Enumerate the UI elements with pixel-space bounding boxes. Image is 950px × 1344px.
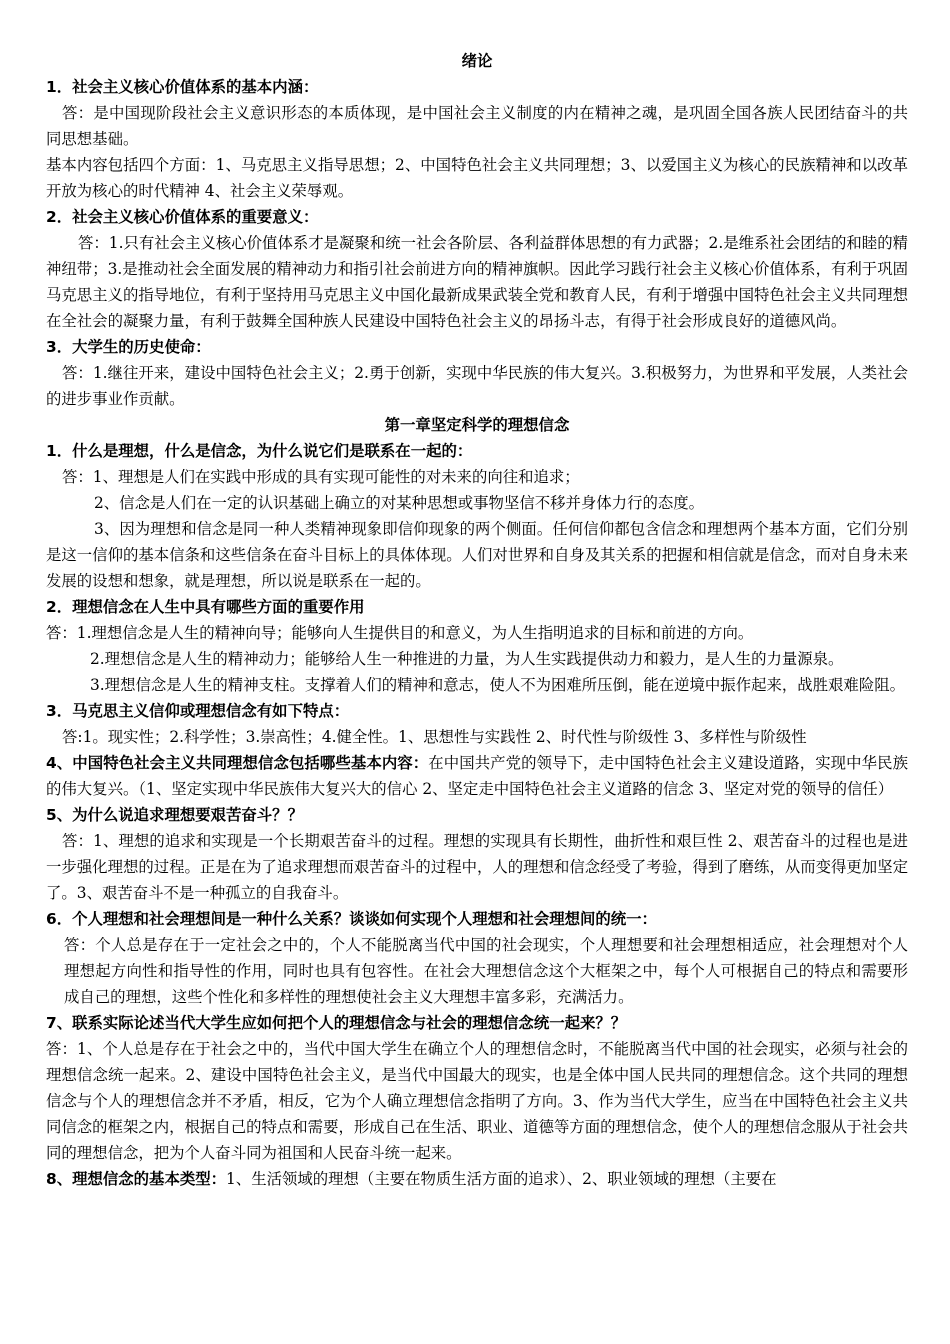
chapter-1-question-8: 8、理想信念的基本类型： (46, 1170, 227, 1188)
chapter-1-answer-2-part-1: 答：1.理想信念是人生的精神向导；能够向人生提供目的和意义，为人生指明追求的目标和前进的方向。 (46, 624, 754, 642)
chapter-1-question-4: 4、中国特色社会主义共同理想信念包括哪些基本内容： (46, 754, 429, 772)
document-page (46, 48, 908, 1192)
question-2: 2．社会主义核心价值体系的重要意义： (46, 208, 319, 226)
chapter-1-answer-8: 1、生活领域的理想（主要在物质生活方面的追求）、2、职业领域的理想（主要在 (226, 1170, 777, 1188)
answer-3: 答：1.继往开来，建设中国特色社会主义；2.勇于创新，实现中华民族的伟大复兴。3.积极努力，为世界和平发展，人类社会的进步事业作贡献。 (46, 364, 908, 408)
intro-title: 绪论 (461, 52, 493, 70)
chapter-1-item-4 (46, 750, 908, 802)
chapter-1-answer-6: 答：个人总是存在于一定社会之中的，个人不能脱离当代中国的社会现实，个人理想要和社会理想相适应，社会理想对个人理想起方向性和指导性的作用，同时也具有包容性。在社会大理想信念这个大框架之中，每个人可根据自己的特点和需要形成自己的理想，这些个性化和多样性的理想使社会主义大理想丰富多彩，充满活力。 (64, 936, 908, 1006)
chapter-1-answer-4: 在中国共产党的领导下，走中国特色社会主义建设道路，实现中华民族的伟大复兴。（1、坚定实现中华民族伟大复兴大的信心 2、坚定走中国特色社会主义道路的信念 3、坚定对党的领导的信任） (46, 754, 908, 798)
chapter-1-question-2: 2．理想信念在人生中具有哪些方面的重要作用 (46, 598, 365, 616)
chapter-1-question-3: 3．马克思主义信仰或理想信念有如下特点： (46, 702, 350, 720)
question-3: 3．大学生的历史使命： (46, 338, 211, 356)
chapter-1-answer-1-part-1: 答：1、理想是人们在实践中形成的具有实现可能性的对未来的向往和追求； (62, 468, 580, 486)
answer-1-part-1: 答：是中国现阶段社会主义意识形态的本质体现，是中国社会主义制度的内在精神之魂，是巩固全国各族人民团结奋斗的共同思想基础。 (46, 104, 908, 148)
question-1: 1．社会主义核心价值体系的基本内涵： (46, 78, 319, 96)
chapter-1-answer-5: 答：1、理想的追求和实现是一个长期艰苦奋斗的过程。理想的实现具有长期性，曲折性和艰巨性 2、艰苦奋斗的过程也是进一步强化理想的过程。正是在为了追求理想而艰苦奋斗的过程中，人的理想和信念经受了考验，得到了磨练，从而变得更加坚定了。3、艰苦奋斗不是一种孤立的自我奋斗。 (46, 832, 908, 902)
chapter-1-question-6: 6．个人理想和社会理想间是一种什么关系？谈谈如何实现个人理想和社会理想间的统一： (46, 910, 657, 928)
chapter-1-answer-1-part-2: 2、信念是人们在一定的认识基础上确立的对某种思想或事物坚信不移并身体力行的态度。 (94, 494, 705, 512)
chapter-1-answer-1-part-3: 3、因为理想和信念是同一种人类精神现象即信仰现象的两个侧面。任何信仰都包含信念和理想两个基本方面，它们分别是这一信仰的基本信条和这些信条在奋斗目标上的具体体现。人们对世界和自身及其关系的把握和相信就是信念，而对自身未来发展的设想和想象，就是理想，所以说是联系在一起的。 (46, 520, 908, 590)
chapter-1-answer-7: 答：1、个人总是存在于社会之中的，当代中国大学生在确立个人的理想信念时，不能脱离当代中国的社会现实，必须与社会的理想信念统一起来。2、建设中国特色社会主义，是当代中国最大的现实，也是全体中国人民共同的理想信念。这个共同的理想信念与个人的理想信念并不矛盾，相反，它为个人确立理想信念指明了方向。3、作为当代大学生，应当在中国特色社会主义共同信念的框架之内，根据自己的特点和需要，形成自己在生活、职业、道德等方面的理想信念，使个人的理想信念服从于社会共同的理想信念，把为个人奋斗同为祖国和人民奋斗统一起来。 (46, 1040, 908, 1162)
chapter-1-answer-2-part-2: 2.理想信念是人生的精神动力；能够给人生一种推进的力量，为人生实践提供动力和毅力，是人生的力量源泉。 (90, 650, 844, 668)
chapter-1-question-1: 1．什么是理想，什么是信念，为什么说它们是联系在一起的： (46, 442, 473, 460)
chapter-1-question-7: 7、联系实际论述当代大学生应如何把个人的理想信念与社会的理想信念统一起来？？ (46, 1014, 627, 1032)
chapter-1-answer-3: 答:1。现实性；2.科学性；3.崇高性；4.健全性。1、思想性与实践性 2、时代性与阶级性 3、多样性与阶级性 (62, 728, 807, 746)
answer-2: 答：1.只有社会主义核心价值体系才是凝聚和统一社会各阶层、各利益群体思想的有力武器；2.是维系社会团结的和睦的精神纽带；3.是推动社会全面发展的精神动力和指引社会前进方向的精神旗帜。因此学习践行社会主义核心价值体系，有利于巩固马克思主义的指导地位，有利于坚持用马克思主义中国化最新成果武装全党和教育人民，有利于增强中国特色社会主义共同理想在全社会的凝聚力量，有利于鼓舞全国种族人民建设中国特色社会主义的昂扬斗志，有得于社会形成良好的道德风尚。 (46, 234, 908, 330)
chapter-1-title: 第一章坚定科学的理想信念 (384, 416, 570, 434)
chapter-1-answer-2-part-3: 3.理想信念是人生的精神支柱。支撑着人们的精神和意志，使人不为困难所压倒，能在逆境中振作起来，战胜艰难险阻。 (90, 676, 905, 694)
chapter-1-question-5: 5、为什么说追求理想要艰苦奋斗？？ (46, 806, 303, 824)
answer-1-part-2: 基本内容包括四个方面：1、马克思主义指导思想；2、中国特色社会主义共同理想；3、以爱国主义为核心的民族精神和以改革开放为核心的时代精神 4、社会主义荣辱观。 (46, 156, 908, 200)
chapter-1-item-8 (46, 1166, 908, 1192)
